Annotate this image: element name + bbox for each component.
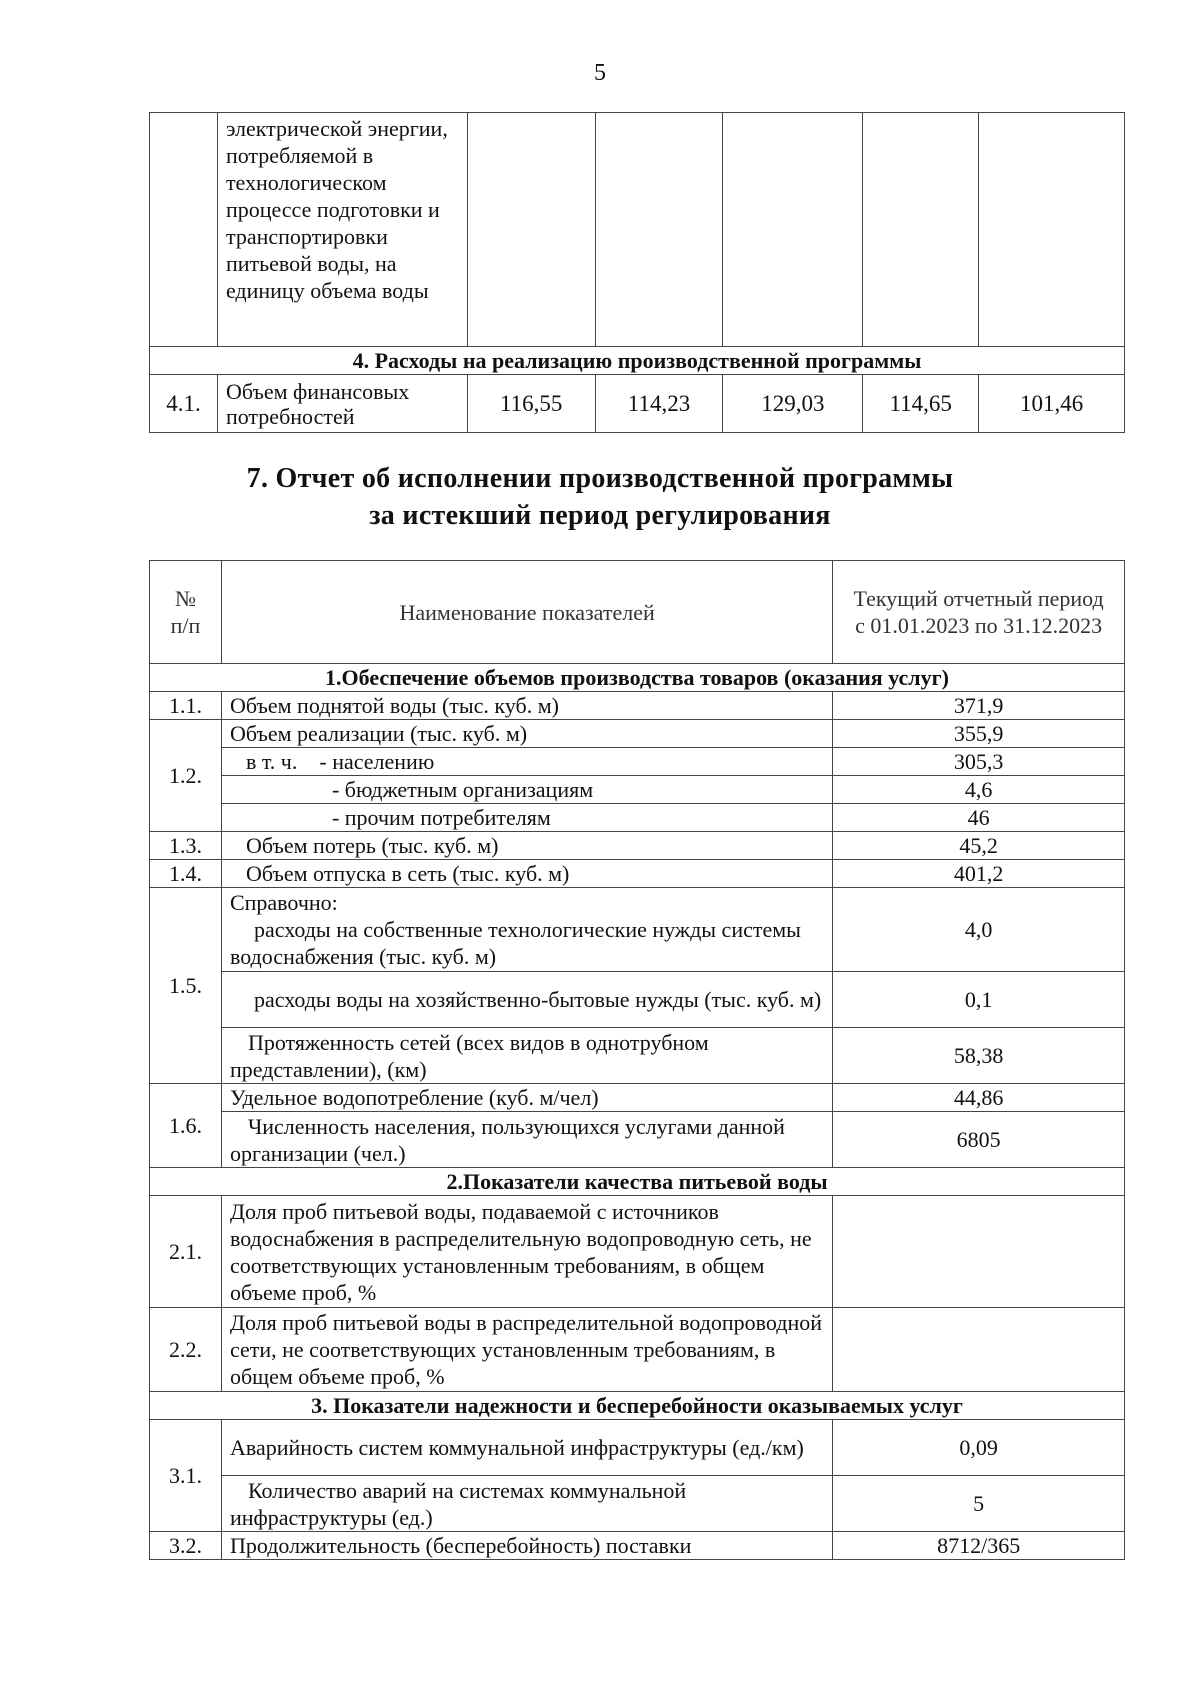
row-name: Объем потерь (тыс. куб. м) [221, 832, 832, 860]
continuation-table [149, 112, 1125, 433]
row-name: расходы воды на хозяйственно-бытовые нужды (тыс. куб. м) [221, 972, 832, 1028]
row-number: 2.2. [150, 1308, 222, 1392]
section-title: 3. Показатели надежности и бесперебойности оказываемых услуг [150, 1392, 1125, 1420]
value-cell: 101,46 [979, 375, 1125, 433]
table-row [150, 113, 1125, 347]
value-cell: 0,09 [833, 1420, 1125, 1476]
table-row [150, 832, 1125, 860]
row-name: Доля проб питьевой воды, подаваемой с источников водоснабжения в распределительную водопроводную сеть, не соответствующих установленным требованиям, в общем объеме проб, % [221, 1196, 832, 1308]
table-row [150, 1532, 1125, 1560]
row-name: в т. ч. - населению [221, 748, 832, 776]
section-row [150, 1168, 1125, 1196]
value-cell: 129,03 [723, 375, 863, 433]
table-row [150, 1112, 1125, 1168]
table-row [150, 804, 1125, 832]
section-title: 2.Показатели качества питьевой воды [150, 1168, 1125, 1196]
value-cell: 6805 [833, 1112, 1125, 1168]
table-row [150, 1196, 1125, 1308]
row-name: Численность населения, пользующихся услугами данной организации (чел.) [221, 1112, 832, 1168]
reference-label: Справочно: [229, 890, 338, 915]
row-name: Протяженность сетей (всех видов в однотрубном представлении), (км) [221, 1028, 832, 1084]
header-row [150, 561, 1125, 664]
section-row [150, 664, 1125, 692]
row-name: Объем отпуска в сеть (тыс. куб. м) [221, 860, 832, 888]
row-number: 3.1. [150, 1420, 222, 1532]
section-row [150, 347, 1125, 375]
row-number: 3.2. [150, 1532, 222, 1560]
header-name: Наименование показателей [221, 561, 832, 664]
section-row [150, 1392, 1125, 1420]
table-row [150, 1420, 1125, 1476]
continuation-text: электрической энергии, потребляемой в технологическом процессе подготовки и транспортировки питьевой воды, на единицу объема воды [217, 113, 467, 347]
row-name: - прочим потребителям [221, 804, 832, 832]
value-cell [833, 1308, 1125, 1392]
row-number: 1.5. [150, 888, 222, 1084]
table-row [150, 776, 1125, 804]
value-cell: 45,2 [833, 832, 1125, 860]
value-cell: 305,3 [833, 748, 1125, 776]
table-row [150, 720, 1125, 748]
value-cell: 371,9 [833, 692, 1125, 720]
table-row [150, 748, 1125, 776]
table-row [150, 1476, 1125, 1532]
table-row [150, 1308, 1125, 1392]
table-row [150, 1028, 1125, 1084]
row-number: 1.4. [150, 860, 222, 888]
row-name [221, 888, 832, 972]
report-title-line1: 7. Отчет об исполнении производственной программы [246, 463, 954, 494]
section-title: 4. Расходы на реализацию производственной программы [150, 347, 1125, 375]
table-row [150, 1084, 1125, 1112]
row-number: 4.1. [150, 375, 218, 433]
report-title-line2: за истекший период регулирования [369, 500, 831, 531]
value-cell: 58,38 [833, 1028, 1125, 1084]
row-number: 2.1. [150, 1196, 222, 1308]
header-num: № п/п [150, 561, 222, 664]
value-cell: 44,86 [833, 1084, 1125, 1112]
table-row [150, 860, 1125, 888]
value-cell: 114,65 [863, 375, 979, 433]
value-cell: 4,0 [833, 888, 1125, 972]
table-row [150, 375, 1125, 433]
table-cell [150, 113, 218, 347]
value-cell: 46 [833, 804, 1125, 832]
value-cell: 401,2 [833, 860, 1125, 888]
row-name: Продолжительность (бесперебойность) поставки [221, 1532, 832, 1560]
row-text: расходы на собственные технологические нужды системы водоснабжения (тыс. куб. м) [229, 917, 801, 969]
value-cell: 5 [833, 1476, 1125, 1532]
value-cell: 114,23 [595, 375, 723, 433]
row-number: 1.2. [150, 720, 222, 832]
row-name: Объем реализации (тыс. куб. м) [221, 720, 832, 748]
row-name: Количество аварий на системах коммунальной инфраструктуры (ед.) [221, 1476, 832, 1532]
row-name: - бюджетным организациям [221, 776, 832, 804]
report-table [149, 560, 1125, 1560]
report-title [0, 460, 1200, 534]
table-row [150, 972, 1125, 1028]
value-cell: 355,9 [833, 720, 1125, 748]
value-cell: 116,55 [467, 375, 595, 433]
table-row [150, 888, 1125, 972]
row-number: 1.6. [150, 1084, 222, 1168]
value-cell: 0,1 [833, 972, 1125, 1028]
value-cell: 4,6 [833, 776, 1125, 804]
row-name: Удельное водопотребление (куб. м/чел) [221, 1084, 832, 1112]
row-name: Объем поднятой воды (тыс. куб. м) [221, 692, 832, 720]
page-number: 5 [594, 60, 606, 86]
value-cell: 8712/365 [833, 1532, 1125, 1560]
section-title: 1.Обеспечение объемов производства товаров (оказания услуг) [150, 664, 1125, 692]
table-row [150, 692, 1125, 720]
value-cell [833, 1196, 1125, 1308]
row-name: Аварийность систем коммунальной инфраструктуры (ед./км) [221, 1420, 832, 1476]
row-number: 1.3. [150, 832, 222, 860]
row-name: Объем финансовых потребностей [217, 375, 467, 433]
row-name: Доля проб питьевой воды в распределительной водопроводной сети, не соответствующих установленным требованиям, в общем объеме проб, % [221, 1308, 832, 1392]
row-number: 1.1. [150, 692, 222, 720]
header-period: Текущий отчетный период с 01.01.2023 по 31.12.2023 [833, 561, 1125, 664]
